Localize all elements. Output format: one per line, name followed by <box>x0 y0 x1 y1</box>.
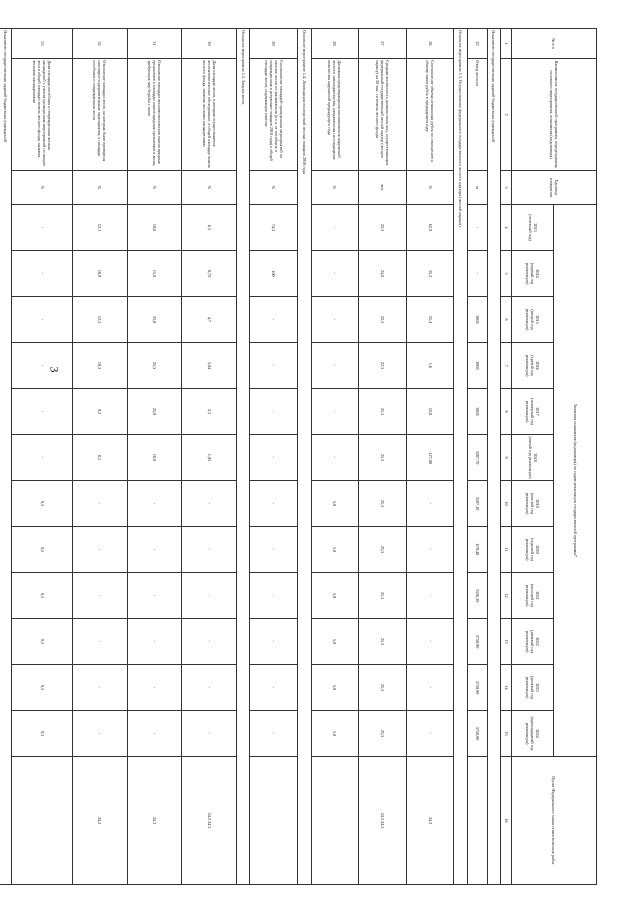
value-cell: 62,9 <box>406 205 454 251</box>
year-header <box>511 205 554 251</box>
plan-point-cell: 24.2 <box>73 757 128 885</box>
section-title: Основное мероприятие 1.3. Осуществление федерального государственного лесного надзора (лесной охраны) <box>454 29 468 885</box>
value-cell: 9,3 <box>12 711 73 757</box>
value-cell: - <box>406 573 454 619</box>
table-row <box>73 29 128 885</box>
column-number: 2 <box>501 59 512 171</box>
value-cell: - <box>127 481 182 527</box>
year-note: (одиннадцатый год реализации) <box>525 716 536 751</box>
value-cell: 4,7 <box>182 297 237 343</box>
year-note: (шестой год реализации) <box>525 492 536 515</box>
year-header <box>511 527 554 573</box>
year-header <box>511 619 554 665</box>
value-cell: - <box>127 573 182 619</box>
year-header <box>511 297 554 343</box>
value-cell: 5,0 <box>311 527 359 573</box>
year-note: (пятый год реализации) <box>527 436 533 479</box>
value-cell: - <box>311 251 359 297</box>
year-note: (восьмой год реализации) <box>525 583 536 608</box>
value-cell: 100 <box>250 251 298 297</box>
value-cell: - <box>250 481 298 527</box>
value-cell: - <box>250 343 298 389</box>
table-row <box>406 29 454 885</box>
value-cell: - <box>12 389 73 435</box>
value-cell: 8,1 <box>73 435 128 481</box>
year-label: 2018 <box>532 453 538 462</box>
value-cell: - <box>250 711 298 757</box>
column-number: 15 <box>501 711 512 757</box>
value-cell: 18,9 <box>73 251 128 297</box>
header-values-group: Значения показателя (индикатора) по годам реализации государственной программы* <box>554 205 597 757</box>
unit-cell: % <box>12 171 73 205</box>
table-row <box>359 29 407 885</box>
value-cell: -127,00 <box>406 435 454 481</box>
unit-cell: чел. <box>359 171 407 205</box>
value-cell: 3,04 <box>182 343 237 389</box>
year-header <box>511 251 554 297</box>
column-number: 5 <box>501 251 512 297</box>
value-cell: 9,5 <box>12 573 73 619</box>
value-cell: - <box>12 343 73 389</box>
value-cell: 24,0 <box>359 251 407 297</box>
value-cell: 52,8 <box>406 389 454 435</box>
table-row <box>311 29 359 885</box>
plan-point-cell <box>12 757 73 885</box>
table-row <box>468 29 488 885</box>
year-note: (десятый год реализации) <box>525 676 536 699</box>
section-row <box>0 29 12 885</box>
plan-point-cell: 24.2 <box>406 757 454 885</box>
value-cell: 25,3 <box>359 435 407 481</box>
column-number: 6 <box>501 297 512 343</box>
indicator-name: Соотношение объема незаконных рубок по отношению к объему таких рубок в предыдущем году <box>406 59 454 171</box>
plan-point-cell: 24.2 <box>127 757 182 885</box>
section-row <box>454 29 468 885</box>
value-cell: - <box>73 527 128 573</box>
value-cell: - <box>406 481 454 527</box>
value-cell: - <box>127 527 182 573</box>
value-cell: 10,6 <box>127 205 182 251</box>
value-cell: 5,0 <box>311 665 359 711</box>
unit-cell: % <box>127 171 182 205</box>
value-cell: 3750,90 <box>468 619 488 665</box>
year-header <box>511 389 554 435</box>
year-header <box>511 665 554 711</box>
column-number: 7 <box>501 343 512 389</box>
value-cell: 12,3 <box>73 297 128 343</box>
table-row <box>12 29 73 885</box>
year-header <box>511 435 554 481</box>
value-cell: 9,5 <box>12 481 73 527</box>
value-cell: - <box>406 711 454 757</box>
year-label: 2014 <box>535 269 541 278</box>
row-number: 29 <box>250 29 298 59</box>
plan-point-cell: 24.3 24.5 <box>359 757 407 885</box>
value-cell: 15,0 <box>127 251 182 297</box>
year-note: (седьмой год реализации) <box>525 538 536 561</box>
year-note: (четвертый год реализации) <box>525 398 536 425</box>
table-body <box>0 29 501 885</box>
value-cell: - <box>250 527 298 573</box>
unit-cell: % <box>250 171 298 205</box>
value-cell: 22,3 <box>359 297 407 343</box>
value-cell: 33,8 <box>127 297 182 343</box>
year-label: 2017 <box>535 407 541 416</box>
column-number: 10 <box>501 481 512 527</box>
value-cell: - <box>127 665 182 711</box>
section-row <box>236 29 250 885</box>
value-cell: 22,3 <box>359 343 407 389</box>
value-cell: - <box>73 665 128 711</box>
value-cell: 3597,10 <box>468 481 488 527</box>
table-row <box>127 29 182 885</box>
unit-cell: га <box>468 171 488 205</box>
value-cell: - <box>406 665 454 711</box>
value-cell: - <box>73 619 128 665</box>
value-cell: 3805 <box>468 297 488 343</box>
value-cell: - <box>182 619 237 665</box>
section-row <box>487 29 501 885</box>
year-label: 2015 <box>535 315 541 324</box>
unit-cell: % <box>73 171 128 205</box>
value-cell: - <box>73 711 128 757</box>
value-cell: - <box>311 435 359 481</box>
value-cell: - <box>250 435 298 481</box>
unit-cell: % <box>406 171 454 205</box>
value-cell: 25,3 <box>359 711 407 757</box>
value-cell: 74,5 <box>250 205 298 251</box>
year-note: (девятый год реализации) <box>525 630 536 653</box>
value-cell: 5,0 <box>311 619 359 665</box>
value-cell: - <box>127 619 182 665</box>
indicator-name: Доля площади погибших и поврежденных лесных насаждений с учетом проведенных мероприятий по защите леса в общей площади земель лесного фонда, занятых лесными насаждениями <box>12 59 73 171</box>
value-cell: - <box>127 711 182 757</box>
year-label: 2020 <box>535 545 541 554</box>
year-label: 2022 <box>535 637 541 646</box>
value-cell: 3287,70 <box>468 435 488 481</box>
value-cell: - <box>311 297 359 343</box>
value-cell: 25,3 <box>359 527 407 573</box>
year-label: 2016 <box>535 361 541 370</box>
value-cell: 6,3 <box>182 205 237 251</box>
value-cell: - <box>406 527 454 573</box>
value-cell: - <box>250 389 298 435</box>
table-row <box>182 29 237 885</box>
value-cell: - <box>12 435 73 481</box>
value-cell: - <box>12 297 73 343</box>
header-name: Наименование государственной программы, подпрограммы, основного мероприятия, показателя (индикатора) <box>511 59 596 171</box>
column-number: 8 <box>501 389 512 435</box>
column-number: 4 <box>501 205 512 251</box>
value-cell: 9,5 <box>12 619 73 665</box>
year-label: 2024 <box>535 729 541 738</box>
section-title: Показатели государственных заданий бюджетных учреждений <box>487 29 501 885</box>
section-title: Основное мероприятие 1.5. Защита лесов <box>236 29 250 885</box>
column-number: 14 <box>501 665 512 711</box>
row-number: 28 <box>311 29 359 59</box>
column-number: 13 <box>501 619 512 665</box>
value-cell: 9,2 <box>73 389 128 435</box>
row-number: 31 <box>127 29 182 59</box>
indicator-name: Доля площади лесов, в которых осуществляется лесопатологическое обследование, в общей площади земель лесного фонда, занятых лесными насаждениями <box>182 59 237 171</box>
table-row <box>250 29 298 885</box>
value-cell: - <box>468 251 488 297</box>
value-cell: - <box>73 481 128 527</box>
value-cell: 3750,90 <box>468 665 488 711</box>
year-note: (первый год реализации) <box>525 262 536 285</box>
value-cell: - <box>182 573 237 619</box>
unit-cell: % <box>311 171 359 205</box>
plan-point-cell <box>468 757 488 885</box>
year-label: 2013 <box>532 223 538 232</box>
value-cell: 9,5 <box>12 665 73 711</box>
value-cell: 55,4 <box>406 297 454 343</box>
year-label: 2021 <box>535 591 541 600</box>
value-cell: 670,40 <box>468 527 488 573</box>
year-header <box>511 573 554 619</box>
value-cell: - <box>250 297 298 343</box>
unit-cell: % <box>182 171 237 205</box>
value-cell: 5,0 <box>311 573 359 619</box>
value-cell: 25,8 <box>127 389 182 435</box>
row-number: 30 <box>182 29 237 59</box>
column-number: 11 <box>501 527 512 573</box>
column-number: 16 <box>501 757 512 885</box>
value-cell: - <box>182 711 237 757</box>
section-title: Показатели государственных заданий бюджетных учреждений <box>0 29 12 885</box>
value-cell: - <box>250 573 298 619</box>
indicator-name: Соотношение площадей проведенных мероприятий по очистке лесов от захламления (в т.ч. от погибших и поврежденных в результате пожаров 2010 года) к общей площади лесов, подлежащих очистке <box>250 59 298 171</box>
plan-point-cell <box>311 757 359 885</box>
value-cell: - <box>73 573 128 619</box>
value-cell: 1,6 <box>406 343 454 389</box>
indicator-name: Отвод лесосек <box>468 59 488 171</box>
row-number: 26 <box>406 29 454 59</box>
year-note: (отчетный год) <box>527 214 533 241</box>
year-header <box>511 711 554 757</box>
value-cell: 5,0 <box>311 711 359 757</box>
header-point: Пункт Федерального плана статистических работ <box>511 757 596 885</box>
header-unit: Единица измерения <box>511 171 596 205</box>
row-number: 27 <box>359 29 407 59</box>
value-cell: 18,0 <box>127 435 182 481</box>
year-header <box>511 343 554 389</box>
value-cell: 25,3 <box>359 665 407 711</box>
column-number-row <box>501 29 512 885</box>
value-cell: 8,72 <box>182 251 237 297</box>
value-cell: - <box>12 251 73 297</box>
value-cell: 22,3 <box>359 205 407 251</box>
value-cell: - <box>311 389 359 435</box>
year-header <box>511 481 554 527</box>
year-note: (третий год реализации) <box>525 354 536 377</box>
row-number: 25 <box>468 29 488 59</box>
value-cell: - <box>12 205 73 251</box>
value-cell: - <box>311 205 359 251</box>
indicator-name: Средняя численность должностных лиц, осуществляющих федеральный государственный лесной надзор (лесную охрану) на 50 тыс. га земель лесного фонда <box>359 59 407 171</box>
value-cell: 25,3 <box>359 389 407 435</box>
indicator-name: Динамика предотвращения возникновения нарушений лесного законодательства, направленная на сокращение количества нарушений предыдущего года <box>311 59 359 171</box>
indicator-name: Отношение площади лесопатологических очагов вредных организмов к площади очагов вредных организмов в лесах, требующих мер борьбы с ними <box>127 59 182 171</box>
value-cell: - <box>468 205 488 251</box>
row-number: 33 <box>12 29 73 59</box>
value-cell: 25,3 <box>359 481 407 527</box>
plan-point-cell: 24.2 24.3 <box>182 757 237 885</box>
column-number: 3 <box>501 171 512 205</box>
value-cell: - <box>182 665 237 711</box>
value-cell: 10,2 <box>73 343 128 389</box>
rotated-table-area <box>3 28 597 884</box>
value-cell: 2,3 <box>182 389 237 435</box>
value-cell: 35,2 <box>406 251 454 297</box>
section-title: Основное мероприятие 1.4. Ликвидация последствий лесных пожаров 2010 года <box>298 29 312 885</box>
section-row <box>298 29 312 885</box>
indicator-name: Отношение площади лесов, на которых были проведены санитарно-оздоровительные мероприятия, к площади погибших и поврежденных лесов <box>73 59 128 171</box>
column-number: 1 <box>501 29 512 59</box>
value-cell: 5,0 <box>311 481 359 527</box>
value-cell: - <box>182 481 237 527</box>
header-no: № п/п <box>511 29 596 59</box>
value-cell: - <box>311 343 359 389</box>
value-cell: 1,05 <box>182 435 237 481</box>
year-note: (второй год реализации) <box>525 308 536 331</box>
value-cell: 3326,30 <box>468 573 488 619</box>
year-label: 2019 <box>535 499 541 508</box>
value-cell: - <box>250 665 298 711</box>
page-number: 3 <box>47 366 62 373</box>
value-cell: - <box>406 619 454 665</box>
value-cell: 25,3 <box>359 619 407 665</box>
year-label: 2023 <box>535 683 541 692</box>
plan-point-cell <box>250 757 298 885</box>
value-cell: 12,1 <box>73 205 128 251</box>
value-cell: 3805 <box>468 389 488 435</box>
column-number: 12 <box>501 573 512 619</box>
row-number: 32 <box>73 29 128 59</box>
value-cell: - <box>182 527 237 573</box>
value-cell: 3805 <box>468 343 488 389</box>
column-number: 9 <box>501 435 512 481</box>
value-cell: 3750,90 <box>468 711 488 757</box>
indicators-table <box>0 28 597 885</box>
value-cell: 9,5 <box>12 527 73 573</box>
table-header <box>501 29 597 885</box>
value-cell: 25,3 <box>359 573 407 619</box>
value-cell: 25,3 <box>127 343 182 389</box>
value-cell: - <box>250 619 298 665</box>
